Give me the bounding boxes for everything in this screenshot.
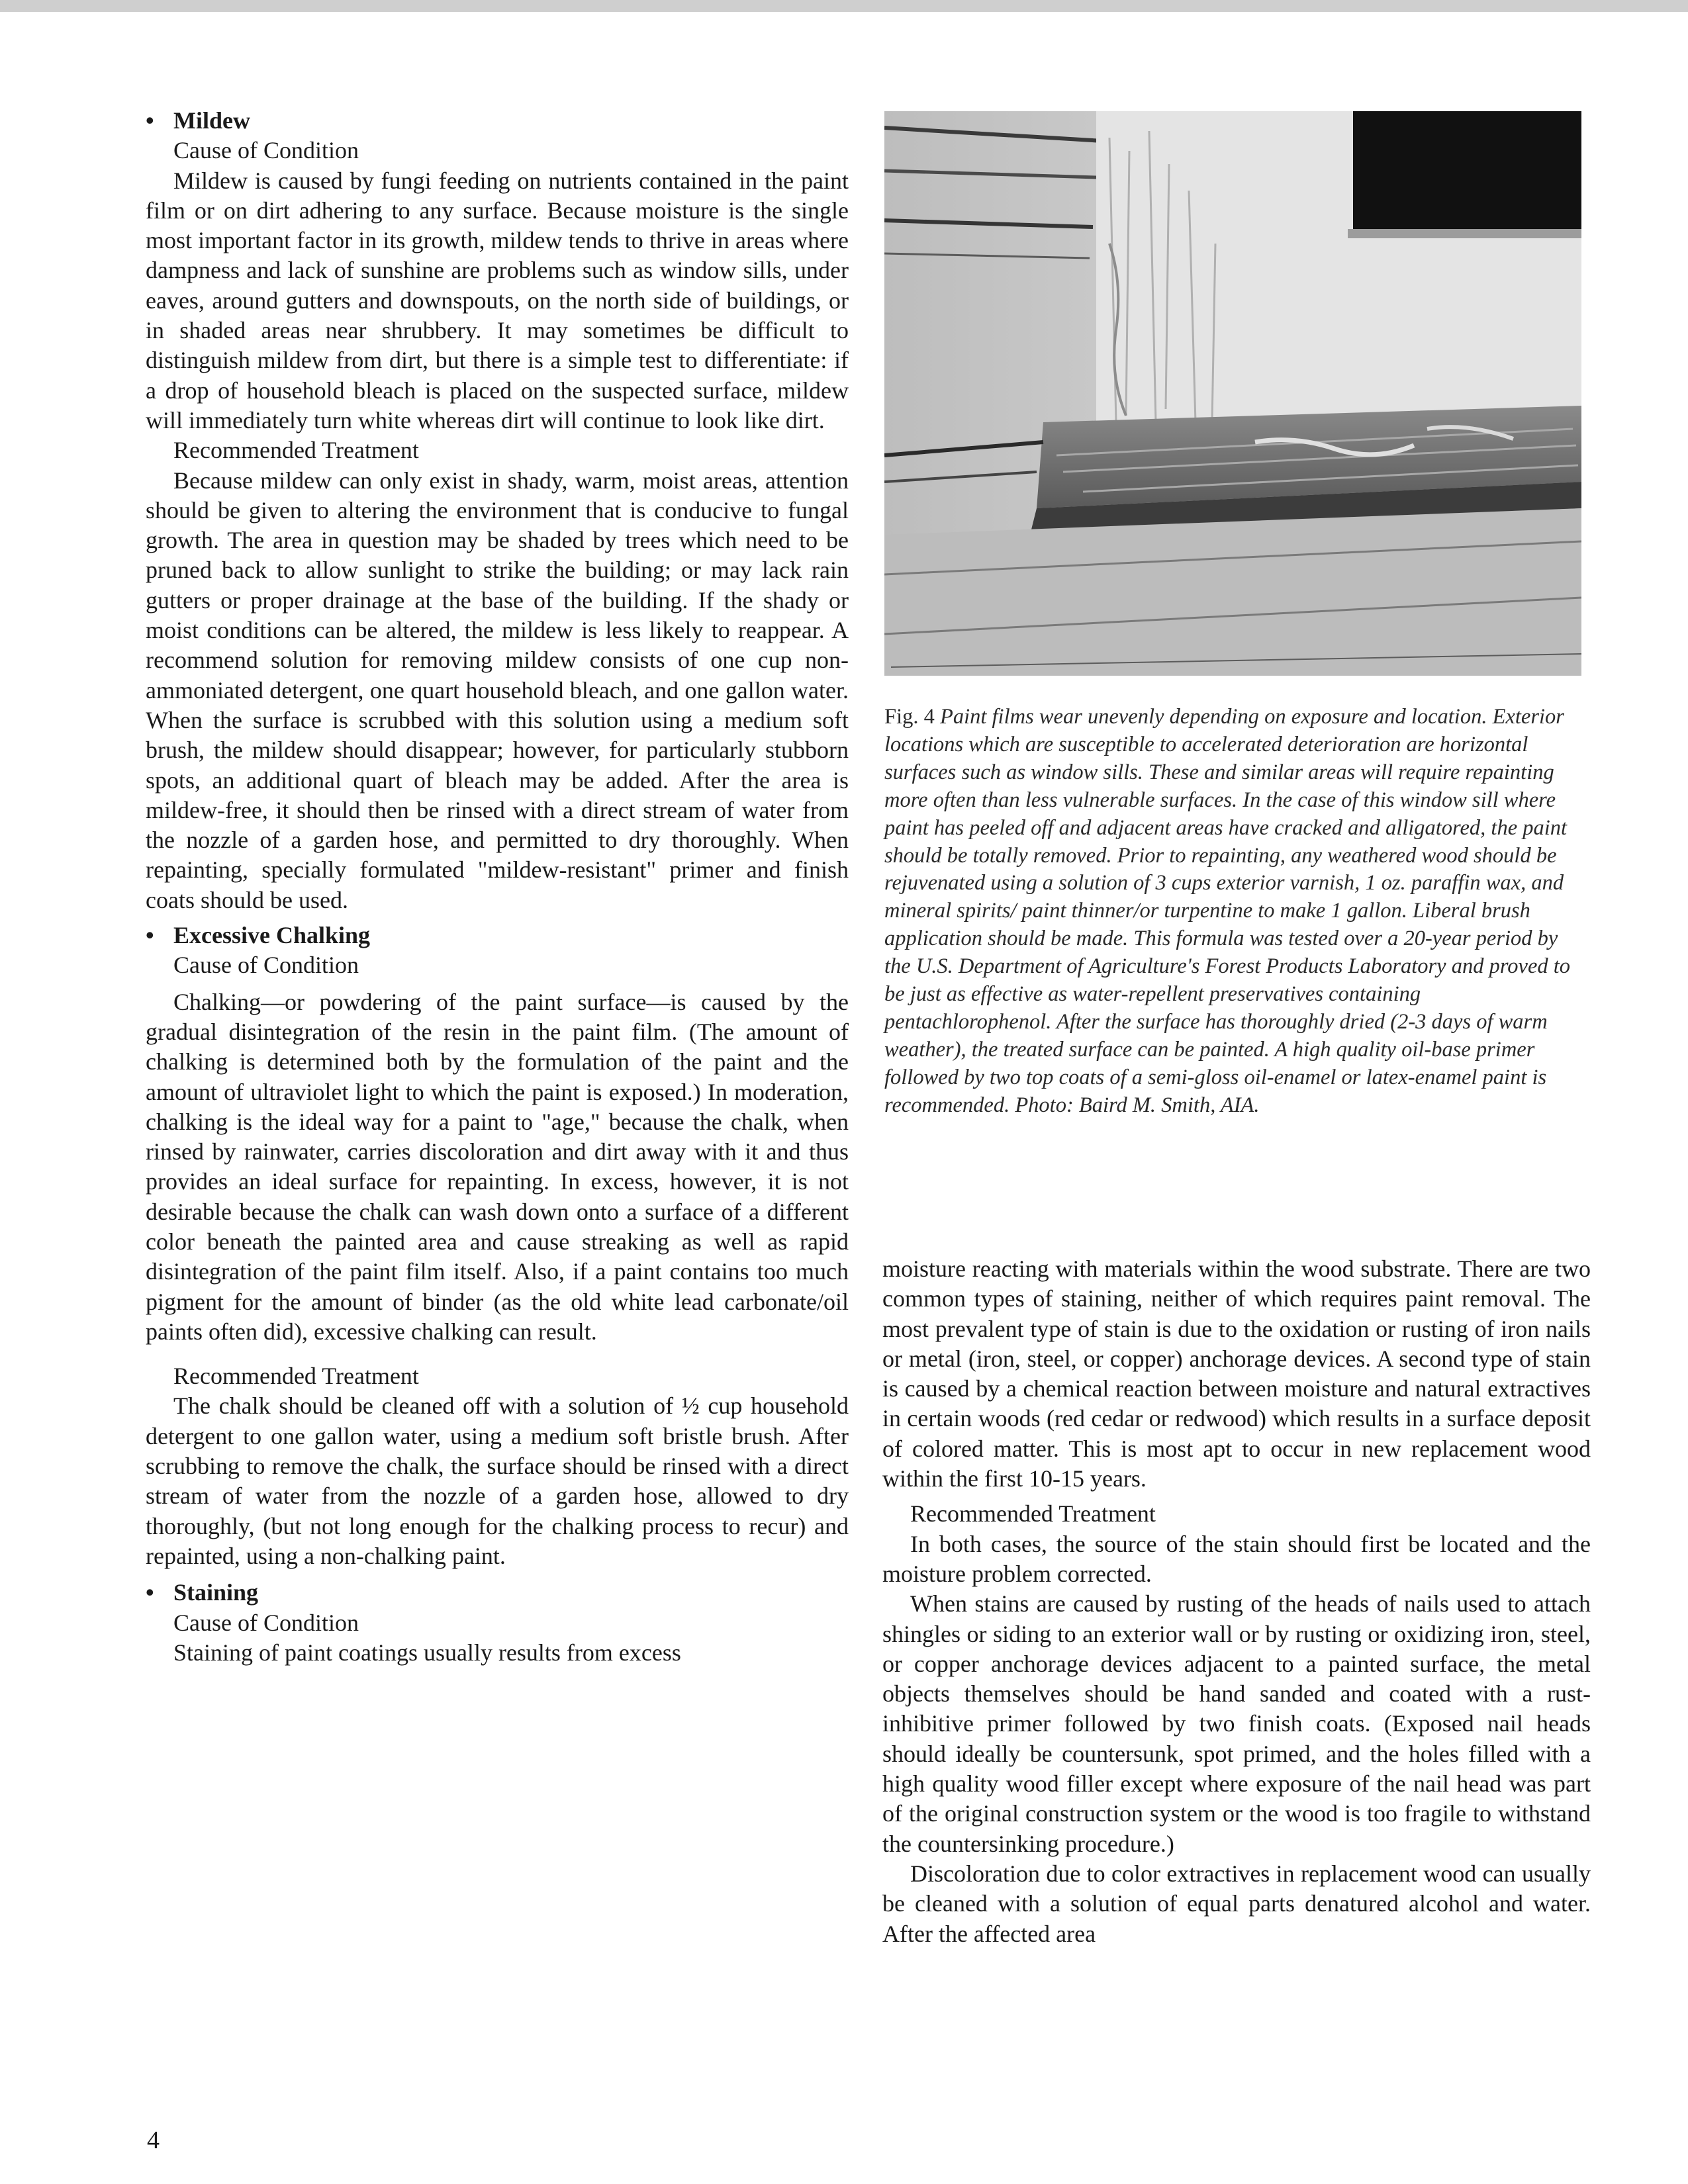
mildew-treatment-heading: Recommended Treatment <box>173 437 419 464</box>
staining-treatment-heading: Recommended Treatment <box>910 1500 1156 1527</box>
figure-photo-window-sill <box>884 111 1581 676</box>
staining-cause-text-start: Staining of paint coatings usually results from excess <box>173 1639 681 1666</box>
figure-caption <box>884 704 1586 1120</box>
bullet-icon: • <box>146 107 154 134</box>
section-heading-mildew: • Mildew <box>146 106 849 136</box>
bullet-icon: • <box>146 922 154 949</box>
mildew-cause-text: Mildew is caused by fungi feeding on nutrients contained in the paint film or on dirt adhering to any surface. Because moisture is the single most important factor in its growth, mildew tends to thrive in areas where dampness and lack of sunshine are problems such as window sills, under eaves, around gutters and downspouts, on the north side of buildings, or in shaded areas near shrubbery. It may sometimes be difficult to distinguish mildew from dirt, but there is a simple test to differentiate: if a drop of household bleach is placed on the suspected surface, mildew will immediately turn white whereas dirt will continue to look like dirt. <box>146 167 849 433</box>
scan-top-band <box>0 0 1688 12</box>
staining-cause-heading: Cause of Condition <box>173 1609 359 1636</box>
chalking-cause-heading: Cause of Condition <box>173 952 359 979</box>
window-sill-photo-graphic <box>884 111 1581 676</box>
figure-caption-text: Paint films wear unevenly depending on exposure and location. Exterior locations which are susceptible to accelerated deterioration are horizontal surfaces such as window sills. These and similar areas will require repainting more often than less vulnerable surfaces. In the case of this window sill where paint has peeled off and adjacent areas have cracked and alligatored, the paint should be totally removed. Prior to repainting, any weathered wood should be rejuvenated using a solution of 3 cups exterior varnish, 1 oz. paraffin wax, and mineral spirits/ paint thinner/or turpentine to make 1 gallon. Liberal brush application should be made. This formula was tested over a 20-year period by the U.S. Department of Agriculture's Forest Products Laboratory and proved to be just as effective as water-repellent preservatives containing pentachlorophenol. After the surface has thoroughly dried (2-3 days of warm weather), the treated surface can be painted. A high quality oil-base primer followed by two top coats of a semi-gloss oil-enamel or latex-enamel paint is recommended. Photo: Baird M. Smith, AIA. <box>884 705 1571 1117</box>
staining-treatment-p3: Discoloration due to color extractives in replacement wood can usually be cleaned with a solution of equal parts denatured alcohol and water. After the affected area <box>882 1860 1591 1947</box>
chalking-cause-text: Chalking—or powdering of the paint surface—is caused by the gradual disintegration of the resin in the paint film. (The amount of chalking is determined both by the formulation of the paint and the amount of ultraviolet light to which the paint is exposed.) In moderation, chalking is the ideal way for a paint to "age," because the chalk, when rinsed by rainwater, carries discoloration and dirt away with it and thus provides an ideal surface for repainting. In excess, however, it is not desirable because the chalk can wash down onto a surface of a different color beneath the painted area and cause streaking as well as rapid disintegration of the paint film itself. Also, if a paint contains too much pigment for the amount of binder (as the old white lead carbonate/oil paints often did), excessive chalking can result. <box>146 988 849 1345</box>
chalking-treatment-text: The chalk should be cleaned off with a solution of ½ cup household detergent to one gallon water, using a medium soft bristle brush. After scrubbing to remove the chalk, the surface should be rinsed with a direct stream of water from the nozzle of a garden hose, allowed to dry thoroughly, (but not long enough for the chalking process to recur) and repainted, using a non-chalking paint. <box>146 1392 849 1569</box>
bullet-icon: • <box>146 1579 154 1606</box>
staining-treatment-p1: In both cases, the source of the stain should first be located and the moisture problem corrected. <box>882 1530 1591 1587</box>
section-heading-chalking: • Excessive Chalking <box>146 921 849 950</box>
chalking-treatment-heading: Recommended Treatment <box>173 1363 419 1390</box>
staining-cause-continued: moisture reacting with materials within the wood substrate. There are two common types of staining, neither of which requires paint removal. The most prevalent type of stain is due to the oxidation or rusting of iron nails or metal (iron, steel, or copper) anchorage devices. A second type of stain is caused by a chemical reaction between moisture and natural extractives in certain woods (red cedar or redwood) which results in a surface deposit of colored matter. This is most apt to occur in new replacement wood within the first 10-15 years. <box>882 1255 1591 1492</box>
page-number: 4 <box>147 2126 160 2154</box>
right-column <box>882 1254 1591 1949</box>
mildew-cause-heading: Cause of Condition <box>173 137 359 164</box>
left-column <box>146 106 849 1668</box>
mildew-treatment-text: Because mildew can only exist in shady, warm, moist areas, attention should be given to altering the environment that is conducive to fungal growth. The area in question may be shaded by trees which need to be pruned back to allow sunlight to strike the building; or may lack rain gutters or proper drainage at the base of the building. If the shady or moist conditions can be altered, the mildew is less likely to reappear. A recommend solution for removing mildew consists of one cup non-ammoniated detergent, one quart household bleach, and one gallon water. When the surface is scrubbed with this solution using a medium soft brush, the mildew should disappear; however, for particularly stubborn spots, an additional quart of bleach may be added. After the area is mildew-free, it should then be rinsed with a direct stream of water from the nozzle of a garden hose, and permitted to dry thoroughly. When repainting, specially formulated "mildew-resistant" primer and finish coats should be used. <box>146 467 849 913</box>
section-heading-staining: • Staining <box>146 1578 849 1608</box>
figure-label: Fig. 4 <box>884 705 935 729</box>
staining-treatment-p2: When stains are caused by rusting of the heads of nails used to attach shingles or siding to an exterior wall or by rusting or oxidizing iron, steel, or copper anchorage devices adjacent to a painted surface, the metal objects themselves should be hand sanded and coated with a rust-inhibitive primer followed by two finish coats. (Exposed nail heads should ideally be countersunk, spot primed, and the holes filled with a high quality wood filler except where exposure of the nail head was part of the original construction system or the wood is too fragile to withstand the countersinking procedure.) <box>882 1590 1591 1857</box>
